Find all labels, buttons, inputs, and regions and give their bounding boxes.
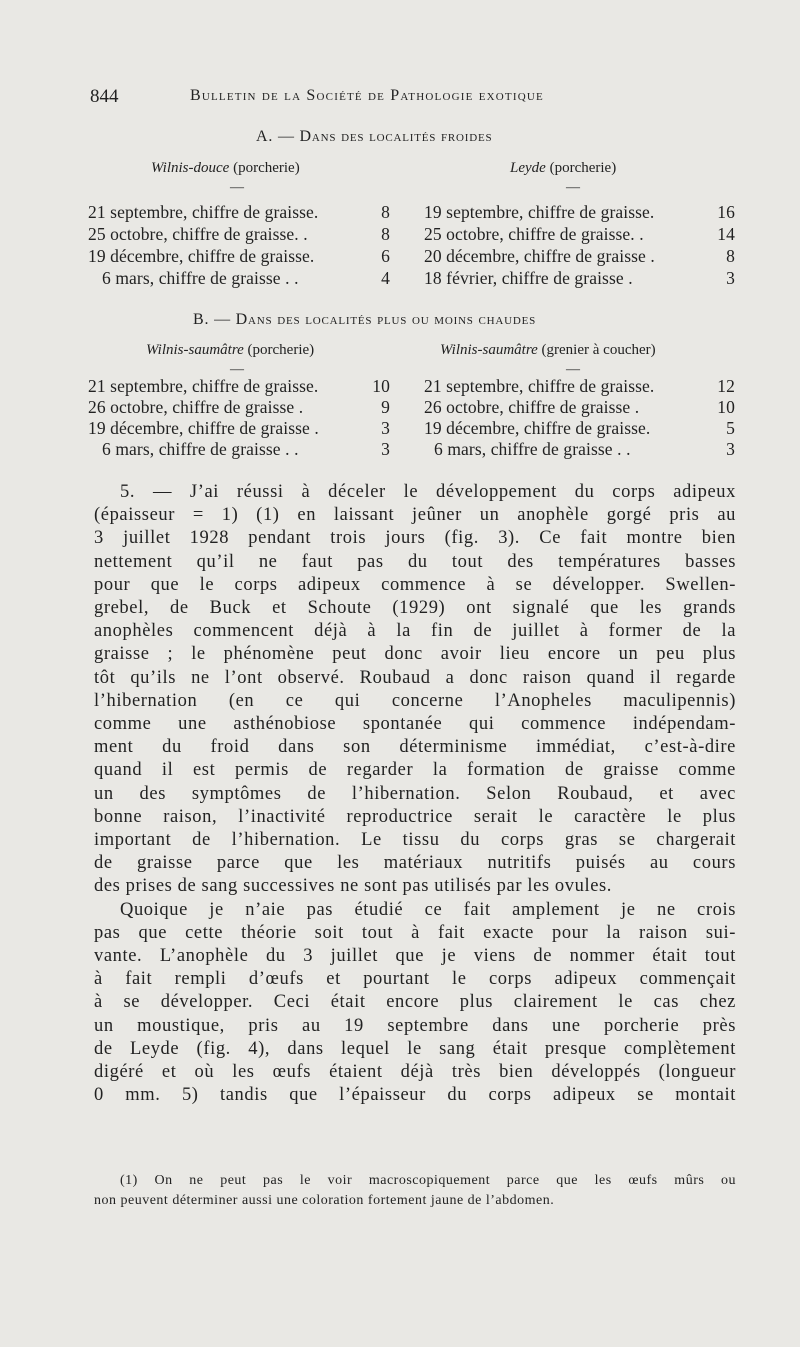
table-row — [424, 376, 735, 397]
text-line: bonne raison, l’inactivité reproductrice serait le caractère le plus — [94, 806, 736, 827]
row-label: 6 mars, chiffre de graisse . . — [102, 439, 299, 459]
row-value: 3 — [381, 439, 390, 459]
section-a-right-heading — [510, 160, 616, 177]
text-line: à fait rempli d’œufs et pourtant le corps adipeux commençait — [94, 969, 736, 990]
section-b-right-heading — [440, 342, 656, 359]
table-row — [88, 418, 390, 439]
table-row — [88, 246, 390, 267]
row-label: 19 septembre, chiffre de graisse. — [424, 202, 655, 222]
section-b-right-dash: — — [566, 362, 580, 377]
text-line: 3 juillet 1928 pendant trois jours (fig. 3). Ce fait montre bien — [94, 528, 736, 549]
row-label: 21 septembre, chiffre de graisse. — [88, 202, 319, 222]
row-value: 9 — [381, 397, 390, 417]
row-label: 21 septembre, chiffre de graisse. — [88, 376, 319, 396]
row-value: 3 — [726, 268, 735, 288]
footnote-line: (1) On ne peut pas le voir macroscopiquement parce que les œufs mûrs ou — [120, 1173, 736, 1188]
footnote-line: non peuvent déterminer aussi une coloration fortement jaune de l’abdomen. — [94, 1193, 555, 1208]
table-row — [88, 224, 390, 245]
section-a-left-place: Wilnis-douce — [151, 160, 230, 176]
page-number: 844 — [90, 86, 119, 107]
row-label: 19 décembre, chiffre de graisse . — [88, 418, 319, 438]
row-value: 8 — [726, 246, 735, 266]
text-line: quand il est permis de regarder la formation de graisse comme — [94, 760, 736, 781]
text-line: ment du froid dans son déterminisme immédiat, c’est-à-dire — [94, 737, 736, 758]
body-text — [94, 481, 736, 1107]
row-value: 3 — [381, 418, 390, 438]
row-label: 25 octobre, chiffre de graisse. . — [424, 224, 644, 244]
text-line: un des symptômes de l’hibernation. Selon Roubaud, et avec — [94, 783, 736, 804]
section-a-right-where: (porcherie) — [545, 160, 617, 176]
text-line: pour que le corps adipeux commence à se développer. Swellen- — [94, 574, 736, 595]
table-row — [102, 439, 390, 460]
text-line: grebel, de Buck et Schoute (1929) ont signalé que les grands — [94, 598, 736, 619]
row-label: 18 février, chiffre de graisse . — [424, 268, 633, 288]
text-line: Quoique je n’aie pas étudié ce fait amplement je ne crois — [120, 899, 736, 920]
row-value: 10 — [372, 376, 390, 396]
text-line: important de l’hibernation. Le tissu du corps gras se chargerait — [94, 830, 736, 851]
text-line: pas que cette théorie soit tout à fait exacte pour la raison sui- — [94, 922, 736, 943]
row-value: 3 — [726, 439, 735, 459]
text-line: 5. — J’ai réussi à déceler le développement du corps adipeux — [120, 482, 736, 502]
table-row — [424, 268, 735, 289]
text-line: tôt qu’ils ne l’ont observé. Roubaud a donc raison quand il regarde — [94, 667, 736, 688]
text-line: digéré et où les œufs étaient déjà très bien développés (longueur — [94, 1062, 736, 1083]
row-value: 10 — [717, 397, 735, 417]
table-row — [88, 397, 390, 418]
section-b-left-heading — [146, 342, 314, 359]
text-line: des prises de sang successives ne sont pas utilisés par les ovules. — [94, 876, 613, 897]
table-row — [424, 224, 735, 245]
text-line: anophèles commencent déjà à la fin de juillet à former de la — [94, 621, 736, 642]
section-b-right-place: Wilnis-saumâtre — [440, 342, 538, 358]
section-b-left-place: Wilnis-saumâtre — [146, 342, 244, 358]
row-label: 19 décembre, chiffre de graisse. — [88, 246, 315, 266]
table-row — [424, 246, 735, 267]
row-label: 25 octobre, chiffre de graisse. . — [88, 224, 308, 244]
row-value: 16 — [717, 202, 735, 222]
section-b-right-where: (grenier à coucher) — [537, 342, 656, 358]
table-row — [88, 202, 390, 223]
footnote — [94, 1171, 736, 1211]
paragraph-5 — [94, 481, 736, 899]
text-line: l’hibernation (en ce qui concerne l’Anopheles maculipennis) — [94, 690, 736, 711]
section-a-right-dash: — — [566, 180, 580, 195]
row-value: 8 — [381, 224, 390, 244]
row-label: 6 mars, chiffre de graisse . . — [102, 268, 299, 288]
row-label: 20 décembre, chiffre de graisse . — [424, 246, 655, 266]
row-value: 14 — [717, 224, 735, 244]
text-line: de Leyde (fig. 4), dans lequel le sang était presque complètement — [94, 1038, 736, 1059]
text-line: vante. L’anophèle du 3 juillet que je viens de nommer était tout — [94, 946, 736, 967]
row-value: 4 — [381, 268, 390, 288]
text-line: nettement qu’il ne faut pas du tout des températures basses — [94, 551, 736, 572]
row-label: 6 mars, chiffre de graisse . . — [434, 439, 631, 459]
paragraph-quoique — [94, 899, 736, 1108]
section-a-right-place: Leyde — [510, 160, 546, 176]
section-a-left-where: (porcherie) — [229, 160, 300, 176]
table-row — [102, 268, 390, 289]
text-line: de graisse parce que les matériaux nutritifs puisés au cours — [94, 853, 736, 874]
table-row — [424, 397, 735, 418]
text-line: 0 mm. 5) tandis que l’épaisseur du corps adipeux se montait — [94, 1085, 736, 1106]
row-label: 19 décembre, chiffre de graisse. — [424, 418, 651, 438]
section-b-left-where: (porcherie) — [243, 342, 315, 358]
row-value: 5 — [726, 418, 735, 438]
row-label: 26 octobre, chiffre de graisse . — [424, 397, 640, 417]
journal-title: Bulletin de la Société de Pathologie exotique — [190, 87, 544, 104]
table-row — [434, 439, 735, 460]
text-line: un moustique, pris au 19 septembre dans une porcherie près — [94, 1015, 736, 1036]
row-value: 8 — [381, 202, 390, 222]
section-a-left-heading — [151, 160, 300, 177]
text-line: comme une asthénobiose spontanée qui commence indépendam- — [94, 714, 736, 735]
table-row — [424, 418, 735, 439]
section-b-left-dash: — — [230, 362, 244, 377]
row-label: 26 octobre, chiffre de graisse . — [88, 397, 304, 417]
text-line: graisse ; le phénomène peut donc avoir lieu encore un peu plus — [94, 644, 736, 665]
row-label: 21 septembre, chiffre de graisse. — [424, 376, 655, 396]
table-row — [88, 376, 390, 397]
section-a-left-dash: — — [230, 180, 244, 195]
running-head — [90, 86, 735, 110]
section-b-title: B. — Dans des localités plus ou moins chaudes — [193, 311, 537, 328]
row-value: 6 — [381, 246, 390, 266]
section-a-title: A. — Dans des localités froides — [256, 128, 493, 145]
text-line: (épaisseur = 1) (1) en laissant jeûner un anophèle gorgé pris au — [94, 505, 736, 526]
table-row — [424, 202, 735, 223]
text-line: à se développer. Ceci était encore plus clairement le cas chez — [94, 992, 736, 1013]
row-value: 12 — [717, 376, 735, 396]
